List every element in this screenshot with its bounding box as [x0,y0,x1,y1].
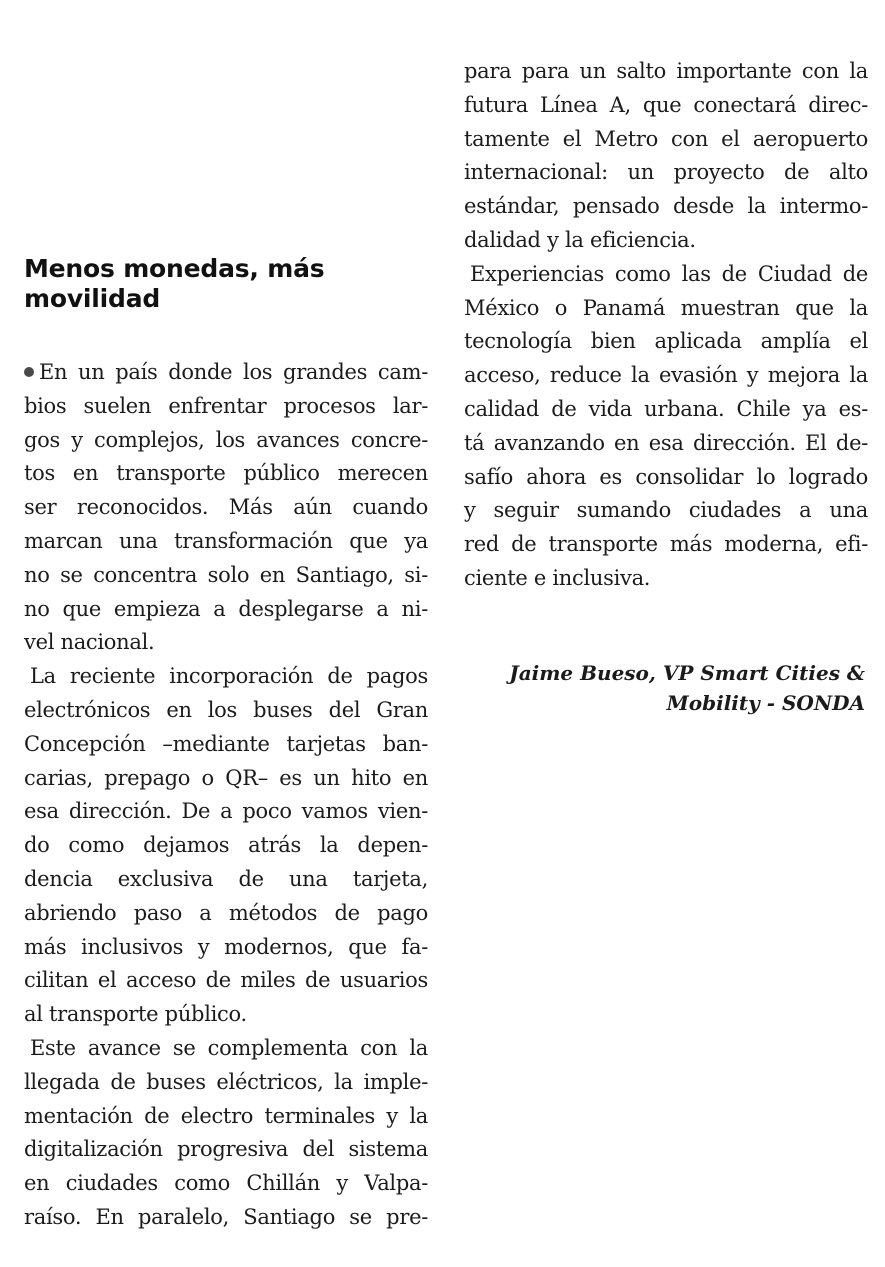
text-line: cilitan el acceso de miles de usuarios [24,968,428,993]
text-line: red de transporte más moderna, efi- [464,532,868,557]
text-line: La reciente incorporación de pagos [30,664,428,689]
text-line: safío ahora es consolidar lo logrado [464,464,868,489]
text-line: Concepción –mediante tarjetas ban- [24,731,428,756]
text-line: ciente e inclusiva. [464,565,651,590]
headline-line-1: Menos monedas, más [24,254,325,283]
left-column [24,356,428,1235]
text-line: internacional: un proyecto de alto [464,160,868,185]
text-line: estándar, pensado desde la intermo- [464,194,868,219]
text-line: más inclusivos y modernos, que fa- [24,934,428,959]
text-line: en ciudades como Chillán y Valpa- [24,1171,428,1196]
text-line: al transporte público. [24,1002,247,1027]
text-line: electrónicos en los buses del Gran [24,697,428,722]
text-line: bios suelen enfrentar procesos lar- [24,393,428,418]
text-line: marcan una transformación que ya [24,528,428,553]
text-line: acceso, reduce la evasión y mejora la [464,363,868,388]
text-line: tá avanzando en esa dirección. El de- [464,430,868,455]
text-line: para para un salto importante con la [464,59,868,83]
headline-line-2: movilidad [24,284,161,313]
author-signature [445,658,865,718]
text-line: no se concentra solo en Santiago, si- [24,562,428,587]
text-line: calidad de vida urbana. Chile ya es- [464,396,868,421]
text-line: mentación de electro terminales y la [24,1103,428,1128]
text-line: tos en transporte público merecen [24,461,428,486]
text-line: no que empieza a desplegarse a ni- [24,596,428,621]
bullet-icon [24,367,34,377]
signature-line-2: Mobility - SONDA [666,691,865,715]
text-line: raíso. En paralelo, Santiago se pre- [24,1204,428,1229]
text-line: ser reconocidos. Más aún cuando [24,495,428,520]
text-line: tecnología bien aplicada amplía el [464,329,868,354]
text-line: digitalización progresiva del sistema [24,1137,428,1162]
text-line: vel nacional. [24,630,155,655]
text-line: dencia exclusiva de una tarjeta, [24,866,428,891]
text-line: y seguir sumando ciudades a una [464,498,868,523]
text-line: Experiencias como las de Ciudad de [470,261,868,286]
text-line: llegada de buses eléctricos, la imple- [24,1069,428,1094]
right-column [464,55,868,596]
text-line: dalidad y la eficiencia. [464,227,696,252]
text-line: esa dirección. De a poco vamos vien- [24,799,428,824]
article-headline [24,254,428,314]
signature-line-1: Jaime Bueso, VP Smart Cities & [509,661,865,685]
text-line: gos y complejos, los avances concre- [24,427,428,452]
text-line: futura Línea A, que conectará direc- [464,92,868,117]
text-line: Este avance se complementa con la [30,1035,428,1060]
text-line: abriendo paso a métodos de pago [24,900,428,925]
text-line: En un país donde los grandes cam- [24,356,428,390]
text-line: do como dejamos atrás la depen- [24,833,428,858]
text-line: México o Panamá muestran que la [464,295,868,320]
text-line: carias, prepago o QR– es un hito en [24,765,428,790]
text-line: tamente el Metro con el aeropuerto [464,126,868,151]
